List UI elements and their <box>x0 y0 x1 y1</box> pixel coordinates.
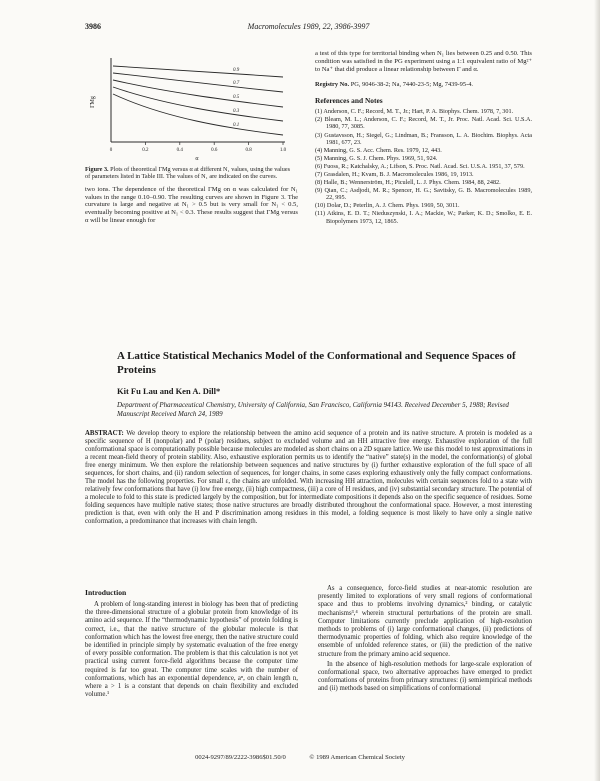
registry-label: Registry No. <box>315 80 350 88</box>
reference-item: (8) Halle, B.; Wennerström, H.; Piculell, L. J. Phys. Chem. 1984, 88, 2482. <box>315 179 501 187</box>
article-authors: Kit Fu Lau and Ken A. Dill* <box>117 386 221 396</box>
figure-caption-label: Figure 3. <box>85 166 109 173</box>
introduction-column <box>85 588 298 699</box>
y-axis-label: ΓMg <box>90 96 96 108</box>
article-affiliation: Department of Pharmaceutical Chemistry, University of California, San Francisco, California 94143. Received December 5, 1988; Revised Manuscript Received March 24, 1989 <box>117 401 509 418</box>
page-header <box>85 22 532 34</box>
figure-3 <box>85 50 290 181</box>
prev-article-right-column <box>315 50 532 226</box>
x-tick-label: 0.2 <box>142 148 149 153</box>
abstract-text: We develop theory to explore the relationship between the amino acid sequence of a protein and its native structure. A protein is modeled as a specific sequence of H (nonpolar) and P (polar) residues, subject to excluded volume and an HH attractive free energy. Exhaustive exploration of the full conformational space is computationally possible because molecules are modeled as short chains on a 2D square lattice. We use this model to test approximations in a recent mean-field theory of protein stability. Also, exhaustive exploration permits us to identify the “native” state(s) in the model, the conformation(s) of global free energy minimum. We then explore the relationship between sequences and native structures by (i) further exhaustive exploration of the full space of all sequences, for short chains, and (ii) random selection of sequences, for longer chains, in some cases exploring exhaustively only the fully compact conformations. The model has the following properties. For small ε, the chains are unfolded. With increasing HH attraction, molecules with certain sequences fold to a state with relatively few conformations that have (i) low free energy, (ii) high compactness, (iii) a core of H residues, and (iv) substantial secondary structure. The potential of a molecule to fold to this state is predicted largely by the composition, but for intermediate compositions it depends also on the specific sequence of residues. Some folding sequences have multiple native states; those native structures are broadly distributed throughout the conformational space. However, a most interesting prediction is that, even with only the H and P discrimination among residues in this model, a folding sequence is most likely to have only a single native conformation, a predominance that increases with chain length. <box>85 430 533 525</box>
curve-label: 0.9 <box>233 68 240 73</box>
x-axis-label: α <box>195 156 199 162</box>
prev-article-left-text: two ions. The dependence of the theoretical ΓMg on α was calculated for N₁ values in the range 0.10–0.90. The resulting curves are shown in Figure 3. The curvature is large and negative at N₁ > 0.5 but is very small for N₁ < 0.5, eventually becoming positive at N₁ < 0.3. These results suggest that ΓMg versus α will be linear enough for <box>85 185 298 225</box>
journal-citation: Macromolecules 1989, 22, 3986-3997 <box>247 22 370 31</box>
prev-article-left-column <box>85 50 298 225</box>
x-tick-label: 1.0 <box>279 148 287 153</box>
references-heading: References and Notes <box>315 96 383 106</box>
reference-item: (7) Grasdalen, H.; Kvam, B. J. Macromolecules 1986, 19, 1913. <box>315 170 474 178</box>
figure-curve <box>113 94 283 135</box>
reference-item: (4) Manning, G. S. Acc. Chem. Res. 1979, 12, 443. <box>315 146 442 154</box>
right-column-paragraph-1: As a consequence, force-field studies at near-atomic resolution are presently limited to explorations of very small regions of conformational space and thus to problems involving dynamics,² binding, or catalytic mechanisms³,⁴ wherein structural perturbations of the protein are small. Computer limitations currently preclude application of high-resolution methods to problems of (i) large conformational changes, (ii) predictions of thermodynamic properties of folding, which also require knowledge of the ensemble of unfolded reference states, or (iii) the prediction of the native structure from the primary amino acid sequence. <box>318 585 532 658</box>
curve-label: 0.7 <box>233 81 240 86</box>
curve-label: 0.3 <box>233 109 240 114</box>
figure-curve <box>113 66 283 77</box>
article-header <box>117 350 533 418</box>
curve-label: 0.5 <box>233 95 240 100</box>
reference-item: (9) Qian, C.; Asdjodi, M. R.; Spencer, H. G.; Savitsky, G. B. Macromolecules 1989, 22, 995. <box>315 187 532 202</box>
reference-item: (10) Dolar, D.; Peterlin, A. J. Chem. Phys. 1969, 50, 3011. <box>315 202 460 210</box>
right-column-paragraph-2: In the absence of high-resolution methods for large-scale exploration of conformational space, two alternative approaches have emerged to predict conformations of proteins from primary structures: (i) semiempirical methods and (ii) methods based on simplifications of conformational <box>318 660 532 693</box>
x-tick-label: 0.6 <box>211 148 218 153</box>
reference-item: (11) Atkins, E. D. T.; Nieduszynski, I. A.; Mackie, W.; Parker, K. D.; Smolko, E. E. Biopolymers 1973, 12, 1865. <box>315 210 532 225</box>
page-number: 3986 <box>85 22 101 31</box>
x-tick-label: 0 <box>109 148 113 153</box>
registry-line <box>315 81 532 89</box>
footer-issn: 0024-9297/89/2222-3986$01.50/0 <box>195 754 286 761</box>
figure-curve <box>113 73 283 92</box>
references-list <box>315 108 532 224</box>
reference-item: (3) Gustavsson, H.; Siegel, G.; Lindman, B.; Fransson, L. A. Biochim. Biophys. Acta 1981, 677, 23. <box>315 131 532 146</box>
reference-item: (5) Manning, G. S. J. Chem. Phys. 1969, 51, 924. <box>315 154 438 162</box>
x-tick-label: 0.8 <box>245 148 252 153</box>
abstract-label: ABSTRACT: <box>85 430 124 437</box>
registry-text: PG, 9046-38-2; Na, 7440-23-5; Mg, 7439-95-4. <box>350 80 473 88</box>
article-abstract <box>85 430 532 526</box>
figure-caption-text: Plots of theoretical ΓMg versus α at different N₁ values, using the values of parameters listed in Table III. The values of N₁ are indicated on the curves. <box>85 166 290 181</box>
reference-item: (2) Bleam, M. L.; Anderson, C. F.; Record, M. T., Jr. Proc. Natl. Acad. Sci. U.S.A. 1980, 77, 3085. <box>315 116 532 131</box>
prev-article-right-text: a test of this type for territorial binding when N₁ lies between 0.25 and 0.50. This condition was satisfied in the PG experiment using a 1:1 equivalent ratio of Mg²⁺ to Na⁺ that did produce a linear relationship between Γ and α. <box>315 50 532 73</box>
figure-3-chart <box>85 50 290 162</box>
x-tick-label: 0.4 <box>176 148 183 153</box>
scan-edge-shading <box>594 0 600 781</box>
figure-3-caption <box>85 166 290 181</box>
introduction-paragraph: A problem of long-standing interest in biology has been that of predicting the three-dimensional structure of a globular protein from knowledge of its amino acid sequence. If the “thermodynamic hypothesis” of protein folding is correct, i.e., that the native structure of the globular molecule is that conformation which has the lowest free energy, then the native structure could be identified in principle simply by systematic evaluation of the free energy of every possible conformation. The problem is that this calculation is not yet practical using current force-field algorithms because the computer time required is far too great. The computer time scales with the number of conformations, which has an exponential dependence, aⁿ, on chain length n, where a > 1 is a constant that depends on chain flexibility and excluded volume.¹ <box>85 601 298 699</box>
footer-copyright: © 1989 American Chemical Society <box>309 754 405 761</box>
page-footer <box>0 754 600 761</box>
reference-item: (1) Anderson, C. F.; Record, M. T., Jr.; Hart, P. A. Biophys. Chem. 1978, 7, 301. <box>315 108 514 116</box>
right-body-column <box>318 585 532 694</box>
article-title: A Lattice Statistical Mechanics Model of the Conformational and Sequence Spaces of Proteins <box>117 350 516 376</box>
introduction-heading: Introduction <box>85 588 127 597</box>
curve-label: 0.1 <box>233 123 240 128</box>
figure-curve <box>113 80 283 107</box>
reference-item: (6) Fuoss, R.; Katchalsky, A.; Lifson, S. Proc. Natl. Acad. Sci. U.S.A. 1951, 37, 579. <box>315 162 525 170</box>
